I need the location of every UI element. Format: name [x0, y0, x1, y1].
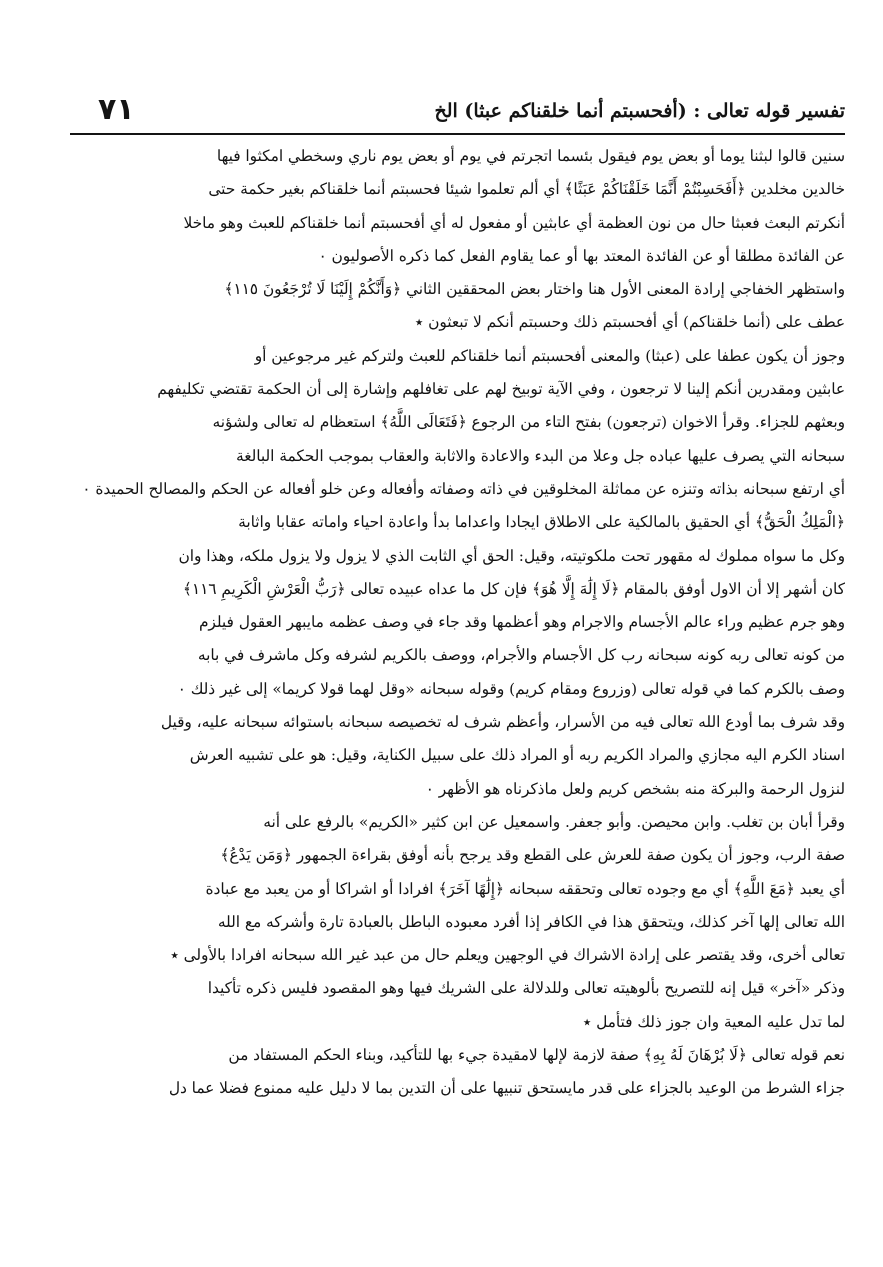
text-line: سنين قالوا لبثنا يوما أو بعض يوم فيقول بئسما اتجرتم في يوم أو بعض يوم ناري وسخطي امكثوا فيها: [216, 147, 845, 165]
page-number: ٧١: [98, 92, 135, 127]
text-line: وبعثهم للجزاء. وقرأ الاخوان (ترجعون) بفتح التاء من الرجوع ﴿فَتَعَالَى اللَّهُ﴾ استعظام له تعالى ولشؤنه: [212, 413, 845, 432]
paragraph: [72, 506, 845, 706]
text-line: خالدين مخلدين ﴿أَفَحَسِبْتُمْ أَنَّمَا خَلَقْنَاكُمْ عَبَثًا﴾ أي ألم تعلموا شيئا فحسبتم أنما خلقناكم بغير حكمة حتى: [208, 180, 845, 199]
paragraph: [72, 806, 845, 972]
paragraph: [72, 1039, 845, 1106]
page-header: [70, 92, 845, 128]
paragraph: [72, 972, 845, 1039]
text-line: صفة الرب، وجوز أن يكون صفة للعرش على القطع وقد يرجح بأنه أوفق بقراءة الجمهور ﴿وَمَن يَدْعُ﴾: [220, 846, 845, 865]
text-line: وكل ما سواه مملوك له مقهور تحت ملكوتيته، وقيل: الحق أي الثابت الذي لا يزول ولا يزول ملكه، وهذا وان: [178, 546, 845, 565]
text-line: عابثين ومقدرين أنكم إلينا لا ترجعون ، وفي الآية توبيخ لهم على تغافلهم وإشارة إلى أن الحكمة تقتضي تكليفهم: [157, 380, 845, 399]
text-line: سبحانه التي يصرف عليها عباده جل وعلا من البدء والاعادة والاثابة والعقاب بموجب الحكمة البالغة: [236, 446, 845, 465]
text-line: كان أشهر إلا أن الاول أوفق بالمقام ﴿لَا إِلَٰهَ إِلَّا هُوَ﴾ فإن كل ما عداه عبيده تعالى ﴿رَبُّ الْعَرْشِ الْكَرِيمِ ١١٦﴾: [182, 579, 845, 598]
text-line: عطف على (أنما خلقناكم) أي أفحسبتم ذلك وحسبتم أنكم لا تبعثون ٭: [414, 313, 845, 332]
text-line: اسناد الكرم اليه مجازي والمراد الكريم ربه أو المراد ذلك على سبيل الكناية، وقيل: هو على تشبيه العرش: [189, 746, 845, 765]
text-line: جزاء الشرط من الوعيد بالجزاء على قدر مايستحق تنبيها على أن التدين بما لا دليل عليه ممنوع فضلا عما دل: [168, 1079, 845, 1098]
paragraph: [72, 273, 845, 340]
text-line: عن الفائدة مطلقا أو عن الفائدة المعتد بها أو عما يقاوم الفعل كما ذكره الأصوليون ٠: [318, 246, 845, 265]
text-line: وجوز أن يكون عطفا على (عبثا) والمعنى أفحسبتم أنما خلقناكم للعبث ولتركم غير مرجوعين أو: [254, 346, 845, 365]
text-body: [72, 140, 845, 1106]
paragraph: [72, 140, 845, 273]
running-title: تفسير قوله تعالى : (أفحسبتم أنما خلقناكم عبثا) الخ: [434, 100, 845, 122]
text-line: أنكرتم البعث فعبثا حال من نون العظمة أي عابثين أو مفعول له أي أفحسبتم أنما خلقناكم للعبث وهو ماخلا: [183, 213, 845, 232]
text-line: وهو جرم عظيم وراء عالم الأجسام والاجرام وهو أعظمها وقد جاء في وصف عظمه مايبهر العقول فيلزم: [198, 613, 845, 632]
text-line: وصف بالكرم كما في قوله تعالى (وزروع ومقام كريم) وقوله سبحانه «وقل لهما قولا كريما» إلى غير ذلك ٠: [177, 679, 845, 698]
text-line: نعم قوله تعالى ﴿لَا بُرْهَانَ لَهُ بِهِ﴾ صفة لازمة لإلها لامقيدة جيء بها للتأكيد، وبناء الحكم المستفاد من: [228, 1046, 845, 1065]
paragraph: [72, 340, 845, 506]
text-line: تعالى أخرى، وقد يقتصر على إرادة الاشراك في الوجهين ويعلم حال من عبد غير الله سبحانه افرادا بالأولى ٭: [170, 946, 845, 965]
header-rule: [70, 133, 845, 135]
paragraph: [72, 706, 845, 806]
text-line: الله تعالى إلها آخر كذلك، ويتحقق هذا في الكافر إذا أفرد معبوده الباطل بالعبادة تارة وأشركه مع الله: [217, 912, 845, 931]
text-line: أي ارتفع سبحانه بذاته وتنزه عن مماثلة المخلوقين في ذاته وصفاته وأفعاله وعن خلو أفعاله عن الحكم والمصالح الحميدة ٠: [82, 479, 845, 498]
text-line: ﴿الْمَلِكُ الْحَقُّ﴾ أي الحقيق بالمالكية على الاطلاق ايجادا واعداما بدأ واعادة احياء واماته عقابا واثابة: [238, 513, 845, 532]
text-line: أي يعبد ﴿مَعَ اللَّهِ﴾ أي مع وجوده تعالى وتحققه سبحانه ﴿إِلَٰهًا آخَرَ﴾ افرادا أو اشراكا أو من يعبد مع عبادة: [205, 879, 845, 898]
text-line: وقرأ أبان بن تغلب. وابن محيصن. وأبو جعفر. واسمعيل عن ابن كثير «الكريم» بالرفع على أنه: [263, 812, 845, 831]
text-line: لما تدل عليه المعية وان جوز ذلك فتأمل ٭: [582, 1012, 845, 1031]
text-line: لنزول الرحمة والبركة منه بشخص كريم ولعل ماذكرناه هو الأظهر ٠: [425, 779, 845, 798]
text-line: من كونه تعالى ربه كونه سبحانه رب كل الأجسام والأجرام، ووصف بالكريم لشرفه وكل ماشرف في بابه: [197, 646, 845, 665]
text-line: وذكر «آخر» قيل إنه للتصريح بألوهيته تعالى وللدلالة على الشريك فيها وهو المقصود فليس ذكره تأكيدا: [207, 979, 845, 998]
text-line: وقد شرف بما أودع الله تعالى فيه من الأسرار، وأعظم شرف له تخصيصه سبحانه باستوائه سبحانه عليه، وقيل: [160, 713, 845, 732]
text-line: واستظهر الخفاجي إرادة المعنى الأول هنا واختار بعض المحققين الثاني ﴿وَأَنَّكُمْ إِلَيْنَا لَا تُرْجَعُونَ ١١٥﴾: [224, 280, 845, 299]
